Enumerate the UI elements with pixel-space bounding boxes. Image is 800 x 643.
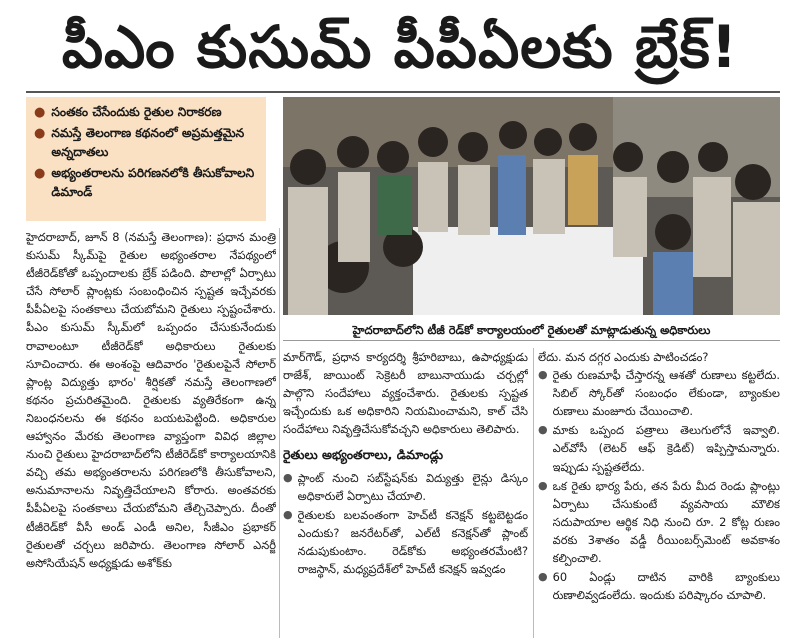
list-item-text: రైతులకు బలవంతంగా హెచ్‌టీ కనెక్షన్ కట్టబెట్టడం ఎందుకు? జనరేటర్‌తో, ఎల్‌టీ కనెక్షన్‌తో ప్లాంట్ నడుపుకుంటాం. రెడ్‌కోకు అభ్యంతరమేంటి? రాజస్థాన్, మధ్యప్రదేశ్‌లో హెచ్‌టీ కనెక్షన్ ఇవ్వడం — [297, 507, 528, 577]
article-column-1 — [26, 228, 276, 638]
highlight-item — [34, 103, 258, 122]
news-photo — [283, 97, 780, 315]
list-item-text: రైతు రుణమాఫీ చేస్తారన్న ఆశతో రుణాలు కట్టలేదు. సిబిల్ స్కోర్‌తో సంబంధం లేకుండా, బ్యాంకుల రుణాలు మంజూరు చేయించాలి. — [552, 368, 780, 419]
list-item — [538, 366, 780, 420]
bullet-icon: ● — [538, 478, 548, 492]
list-item — [283, 469, 528, 505]
article-column-2 — [283, 348, 528, 638]
bullet-icon: ● — [538, 570, 548, 584]
article-column-3 — [538, 348, 780, 638]
column-divider — [533, 348, 534, 638]
bullet-icon: ● — [538, 368, 548, 382]
list-item — [538, 421, 780, 475]
list-item-text: మాకు ఒప్పంద పత్రాలు తెలుగులోనే ఇవ్వాలి. ఎల్‌వోసీ (లెటర్ ఆఫ్ క్రెడిట్) ఇప్పిస్తామన్నారు. ఇప్పుడు స్పష్టతలేదు. — [552, 423, 780, 474]
list-item-text: ఒక రైతు భార్య పేరు, తన పేరు మీద రెండు ప్లాంట్లు ఏర్పాటు చేసుకుంటే వ్యవసాయ మౌలిక సదుపాయాల ఆర్థిక నిధి నుంచి రూ. 2 కోట్ల రుణం వరకు 3శాతం వడ్డీ రీయింబర్స్‌మెంట్ అవకాశం కల్పించాలి. — [552, 478, 780, 566]
list-item-text: ప్లాంట్ నుంచి సబ్‌స్టేషన్‌కు విద్యుత్తు లైన్లు డిస్కం అధికారులే ఏర్పాటు చేయాలి. — [297, 470, 528, 503]
list-item — [538, 568, 780, 604]
bullet-icon: ● — [538, 423, 548, 437]
headline: పీఎం కుసుమ్ పీపీఏలకు బ్రేక్! — [61, 13, 739, 81]
highlight-text: నమస్తే తెలంగాణ కథనంలో అప్రమత్తమైన అన్నదాతలు — [51, 126, 245, 159]
paragraph: లేదు. మన దగ్గర ఎందుకు పాటించడం? — [538, 350, 709, 364]
list-item — [538, 477, 780, 567]
list-item-text: 60 ఏండ్లు దాటిన వారికి బ్యాంకులు రుణాలివ్వడంలేదు. ఇందుకు పరిష్కారం చూపాలి. — [552, 570, 780, 603]
highlight-text: సంతకం చేసేందుకు రైతుల నిరాకరణ — [51, 105, 222, 119]
list-item — [283, 506, 528, 578]
highlight-text: అభ్యంతరాలను పరిగణనలోకి తీసుకోవాలని డిమాండ్ — [51, 166, 255, 199]
column-divider — [279, 228, 280, 638]
highlights-box — [26, 97, 266, 221]
bullet-icon: ● — [283, 470, 293, 484]
headline-rule — [26, 91, 780, 93]
meeting-photo-illustration — [283, 97, 780, 315]
bullet-icon: ● — [34, 126, 46, 141]
highlight-item — [34, 164, 258, 202]
paragraph: హైదరాబాద్, జూన్ 8 (నమస్తే తెలంగాణ): ప్రధాన మంత్రి కుసుమ్ స్కీమ్‌పై రైతుల అభ్యంతరాల నేపథ్యంలో టీజీరెడ్‌కోతో ఒప్పందాలకు బ్రేక్ పడింది. పొలాల్లో ఏర్పాటు చేసే సోలార్ ప్లాంట్లకు సంబంధించిన స్పష్టత ఇచ్చేవరకు పీపీఏలపై సంతకాలు చేయబోమని రైతులు స్పష్టంచేశారు. పీఎం కుసుమ్ స్కీమ్‌లో ఒప్పందం చేసుకునేందుకు రావాలంటూ టీజీరెడ్‌కో అధికారులు రైతులకు సూచించారు. ఈ అంశంపై ఆదివారం 'రైతులపైనే సోలార్ ప్లాంట్ల విద్యుత్తు భారం' శీర్షికతో నమస్తే తెలంగాణలో కథనం ప్రచురితమైంది. రైతులకు వ్యతిరేకంగా ఉన్న నిబంధనలను ఈ కథనం బయటపెట్టింది. అధికారుల ఆహ్వానం మేరకు తెలంగాణ వ్యాప్తంగా వివిధ జిల్లాల నుంచి రైతులు హైదరాబాద్‌లోని టీజీరెడ్‌కో కార్యాలయానికి వచ్చి తమ అభ్యంతరాలను పరిగణలోకి తీసుకోవాలని, అనుమానాలను నివృత్తిచేయాలని కోరారు. అంతవరకు పీపీఏలపై సంతకాలు చేయబోమని తేల్చిచెప్పారు. దీంతో టీజీరెడ్‌కో వీసీ అండ్ ఎండీ అనిల, సీజీఎం ప్రభాకర్ రైతులతో చర్చలు జరిపారు. తెలంగాణ సోలార్ ఎనర్జీ అసోసియేషన్ అధ్యక్షుడు అశోక్‌కు — [26, 230, 276, 570]
paragraph: మార్‌గౌడ్, ప్రధాన కార్యదర్శి శ్రీహరిబాబు, ఉపాధ్యక్షుడు రాజేశ్, జాయింట్ సెక్రెటరీ బాబునాయుడు చర్చల్లో పాల్గొని సందేహాలు వ్యక్తంచేశారు. రైతులకు స్పష్టత ఇచ్చేందుకు ఒక అధికారిని నియమించామని, కాల్ చేసి సందేహాలు నివృత్తిచేసుకోవచ్చని అధికారులు తెలిపారు. — [283, 350, 528, 437]
subheading: రైతులు అభ్యంతరాలు, డిమాండ్లు — [283, 447, 444, 463]
photo-caption: హైదరాబాద్‌లోని టీజీ రెడ్‌కో కార్యాలయంలో రైతులతో మాట్లాడుతున్న అధికారులు — [352, 323, 711, 337]
bullet-icon: ● — [34, 166, 46, 181]
bullet-icon: ● — [34, 105, 46, 120]
bullet-icon: ● — [283, 507, 293, 521]
highlight-item — [34, 124, 258, 162]
caption-rule — [283, 340, 780, 341]
